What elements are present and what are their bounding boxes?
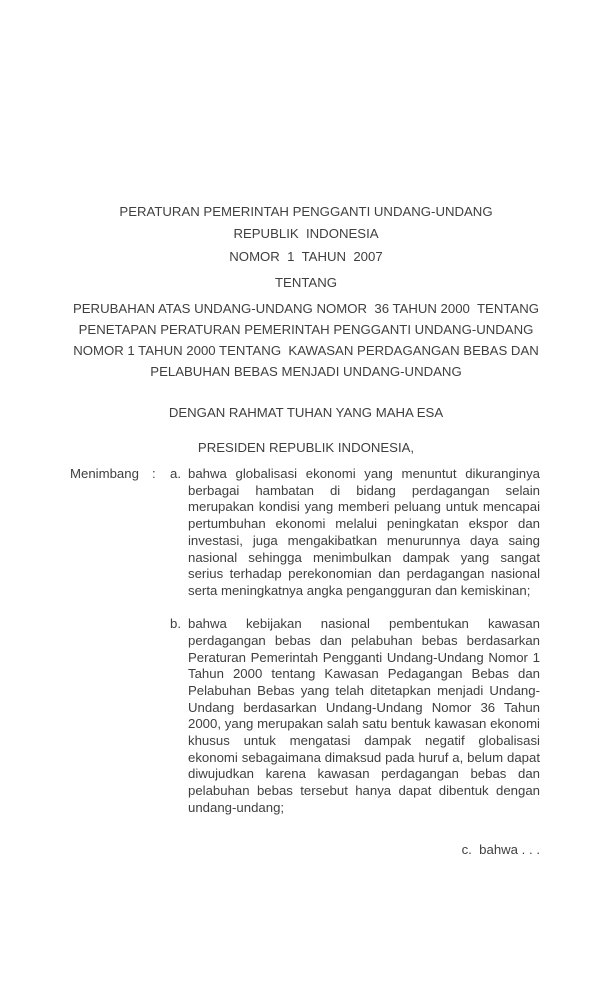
page-catchword: c. bahwa . . . (461, 842, 540, 857)
consideration-item-a-text: bahwa globalisasi ekonomi yang menuntut dikuranginya berbagai hambatan di bidang perdagangan selain merupakan kondisi yang memberi peluang untuk mencapai pertumbuhan ekonomi melalui peningkatan ekspor dan investasi, juga mengakibatkan menurunnya daya saing nasional sehingga menimbulkan dampak yang sangat serius terhadap perekonomian dan perdagangan nasional serta meningkatnya angka pengangguran dan kemiskinan; (188, 466, 540, 598)
authority-line: PRESIDEN REPUBLIK INDONESIA, (197, 440, 415, 455)
consideration-item-a-marker: a. (170, 466, 181, 481)
title-line-republic: REPUBLIK INDONESIA (233, 226, 379, 242)
consideration-item-b-marker: b. (170, 616, 181, 632)
subject-line: NOMOR 1 TAHUN 2000 TENTANG KAWASAN PERDAGANGAN BEBAS DAN (73, 343, 539, 358)
subject-block (0, 298, 612, 382)
considerations-colon: : (152, 466, 156, 481)
subject-line: PELABUHAN BEBAS MENJADI UNDANG-UNDANG (150, 364, 462, 379)
title-block (0, 201, 612, 268)
consideration-item-b-text: bahwa kebijakan nasional pembentukan kawasan perdagangan bebas dan pelabuhan bebas berdasarkan Peraturan Pemerintah Pengganti Undang-Undang Nomor 1 Tahun 2000 tentang Kawasan Pedagangan Bebas dan Pelabuhan Bebas yang telah ditetapkan menjadi Undang-Undang berdasarkan Undang-Undang Nomor 36 Tahun 2000, yang merupakan salah satu bentuk kawasan ekonomi khusus untuk mengatasi dampak negatif globalisasi ekonomi sebagaimana dimaksud pada huruf a, belum dapat diwujudkan karena kawasan perdagangan bebas dan pelabuhan bebas tersebut hanya dapat dibentuk dengan undang-undang; (188, 616, 540, 815)
considerations-items (170, 466, 540, 817)
subject-line: PERUBAHAN ATAS UNDANG-UNDANG NOMOR 36 TAHUN 2000 TENTANG (72, 301, 540, 316)
invocation-line: DENGAN RAHMAT TUHAN YANG MAHA ESA (168, 405, 444, 420)
considerations-label: Menimbang (70, 466, 139, 481)
consideration-item-b (170, 616, 540, 816)
title-line-number-year: NOMOR 1 TAHUN 2007 (229, 248, 383, 264)
considerations-row (70, 466, 540, 817)
subject-line: PENETAPAN PERATURAN PEMERINTAH PENGGANTI UNDANG-UNDANG (78, 322, 534, 337)
title-line-regulation-type: PERATURAN PEMERINTAH PENGGANTI UNDANG-UNDANG (119, 204, 493, 219)
considerations-section (70, 466, 540, 817)
tentang-heading: TENTANG (274, 275, 338, 290)
consideration-item-a (170, 466, 540, 600)
